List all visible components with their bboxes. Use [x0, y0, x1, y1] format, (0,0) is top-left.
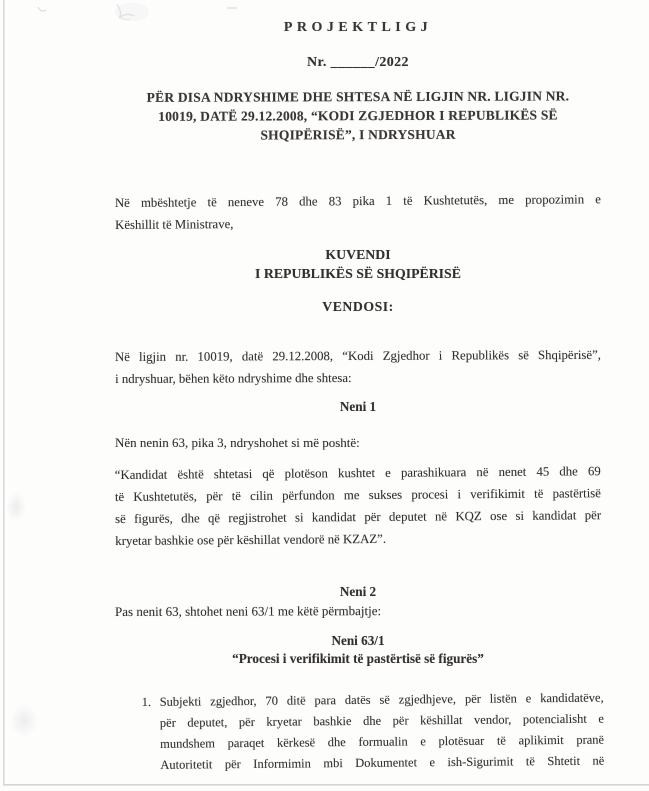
list-item-line: për deputet, për kryetar bashkie dhe për këshillat vendor, potencialisht e [159, 711, 604, 730]
scan-blob [6, 492, 26, 522]
quote-line: të Kushtetutës, për të cilin përfundon me sukses procesi i verifikimit të pastërtisë [114, 486, 601, 505]
doc-title [115, 86, 601, 145]
doc-title-line: 10019, DATË 29.12.2008, “KODI ZGJEDHOR I REPUBLIKËS SË [158, 107, 558, 124]
paragraph-line: i ndryshuar, bëhen këto ndryshime dhe shtesa: [115, 370, 352, 386]
issuing-body-line: KUVENDI [325, 247, 391, 262]
article-63-1-heading: Neni 63/1 [331, 633, 385, 648]
article-1-quote [115, 460, 602, 552]
doc-type-heading: PROJEKTLIGJ [283, 20, 433, 35]
list-item-line: mundshem paraqet kërkesë dhe formualin e plotësuar të aplikimit pranë [160, 732, 605, 751]
article-63-1-title: “Procesi i verifikimit të pastërtisë së figurës” [232, 651, 484, 666]
scan-blob [10, 704, 38, 738]
article-2-list [142, 688, 605, 776]
doc-title-line: SHQIPËRISË”, I NDRYSHUAR [260, 126, 456, 143]
doc-title-line: PËR DISA NDRYSHIME DHE SHTESA NË LIGJIN NR. LIGJIN NR. [146, 88, 570, 105]
issuing-body [115, 245, 601, 283]
list-item-number: 1. [141, 694, 152, 710]
paragraph-line: Në ligjin nr. 10019, datë 29.12.2008, “Kodi Zgjedhor i Republikës së Shqipërisë”, [114, 347, 601, 365]
preamble-paragraph [115, 188, 601, 236]
list-item-line: Subjekti zgjedhor, 70 ditë para datës së zgjedhjeve, për listën e kandidatëve, [159, 690, 604, 709]
scan-edge-left [3, 0, 5, 786]
article-1-lead: Nën nenin 63, pika 3, ndryshohet si më poshtë: [115, 435, 360, 450]
issuing-body-line: I REPUBLIKËS SË SHQIPËRISË [255, 266, 461, 281]
article-2-lead: Pas nenit 63, shtohet neni 63/1 me këtë përmbajtje: [114, 603, 382, 619]
list-item-text [160, 688, 605, 776]
quote-line: “Kandidat është shtetasi që plotëson kushtet e parashikuara në nenet 45 dhe 69 [114, 464, 601, 483]
paragraph-line: Në mbështetje të neneve 78 dhe 83 pika 1 të Kushtetutës, me propozimin e [114, 192, 601, 211]
enacting-formula: VENDOSI: [322, 299, 394, 314]
quote-line: kryetar bashkie ose për këshillat vendorë në KZAZ”. [115, 531, 387, 548]
scan-edge-bottom [3, 784, 649, 786]
paragraph-line: Këshillit të Ministrave, [115, 217, 234, 232]
list-item-line: Autoritetit për Informimin mbi Dokumentet e ish-Sigurimit të Shtetit në [160, 753, 605, 772]
doc-number-line: Nr. ______/2022 [307, 55, 409, 70]
list-item [142, 688, 605, 776]
article-1-heading: Neni 1 [339, 399, 377, 414]
quote-line: së figurës, dhe që regjistrohet si kandidat për deputet në KQZ ose si kandidat për [115, 508, 602, 526]
amendment-intro-paragraph [115, 344, 601, 390]
article-2-heading: Neni 2 [339, 584, 377, 599]
